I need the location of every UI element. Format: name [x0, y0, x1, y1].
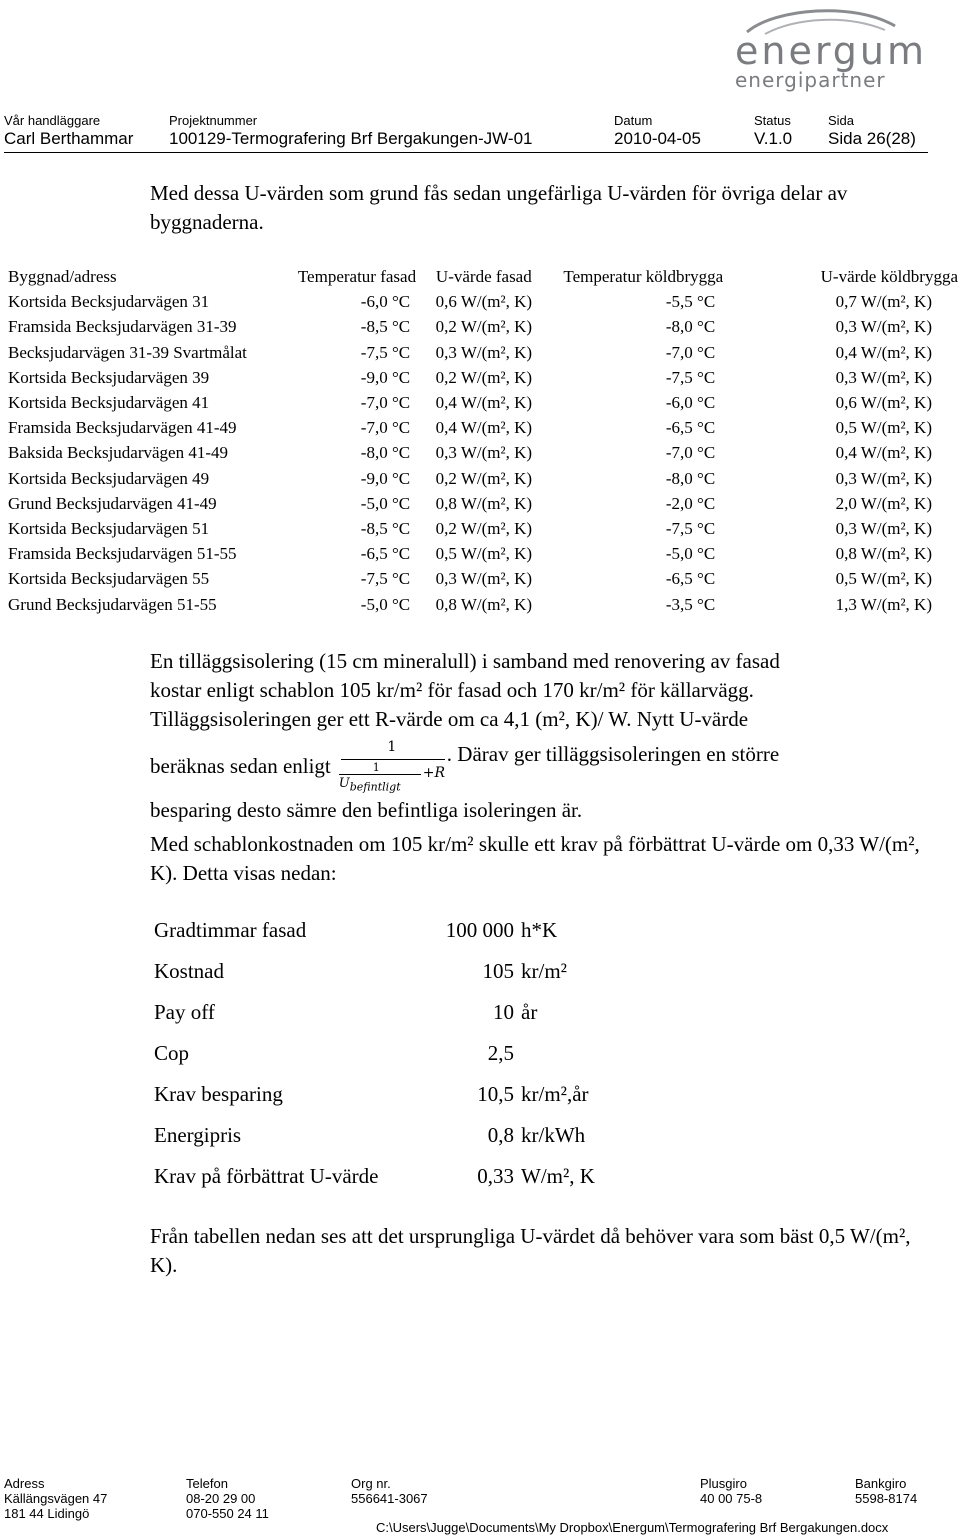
footer-value: 40 00 75-8 [700, 1491, 763, 1506]
table-cell: -7,5 °C [360, 569, 411, 589]
calc-label: Cop [154, 1041, 190, 1065]
header-status [754, 114, 792, 149]
table-cell: 0,5 W/(m², K) [835, 418, 932, 438]
formula-numerator: 1 [387, 739, 397, 756]
table-cell: -6,5 °C [360, 544, 411, 564]
footer-label: Plusgiro [700, 1476, 747, 1491]
table-cell: -7,0 °C [360, 393, 411, 413]
table-header-row [8, 264, 958, 289]
u-value-table [8, 264, 958, 617]
footer-telefon [186, 1476, 269, 1521]
table-cell: -8,0 °C [665, 317, 716, 337]
table-cell: 0,3 W/(m², K) [835, 468, 932, 488]
table-row [8, 440, 958, 465]
table-row [8, 541, 958, 566]
table-cell: -9,0 °C [360, 367, 411, 387]
table-cell: -5,0 °C [665, 544, 716, 564]
table-cell: -7,5 °C [360, 342, 411, 362]
table-cell: 0,5 W/(m², K) [435, 544, 533, 564]
table-cell: 1,3 W/(m², K) [835, 594, 932, 614]
u-value-formula [337, 741, 447, 795]
table-cell: -7,5 °C [665, 518, 716, 538]
table-cell: 0,4 W/(m², K) [435, 393, 533, 413]
table-cell: Kortsida Becksjudarvägen 31 [8, 292, 210, 312]
calc-value: 10,5 [477, 1082, 514, 1106]
calc-unit: år [521, 1000, 538, 1024]
header-value: Sida 26(28) [828, 129, 916, 148]
table-cell: Kortsida Becksjudarvägen 39 [8, 367, 210, 387]
footer-value: 181 44 Lidingö [4, 1506, 90, 1521]
table-cell: 0,3 W/(m², K) [835, 518, 932, 538]
table-body [8, 289, 958, 616]
calc-unit: W/m², K [521, 1164, 595, 1188]
table-cell: 0,3 W/(m², K) [435, 443, 533, 463]
calc-value: 2,5 [487, 1041, 514, 1065]
table-cell: 0,4 W/(m², K) [435, 418, 533, 438]
header-datum [614, 114, 701, 149]
paragraph-line: En tilläggsisolering (15 cm mineralull) i samband med renovering av fasad [150, 649, 780, 673]
table-cell: Framsida Becksjudarvägen 51-55 [8, 544, 237, 564]
table-row [8, 566, 958, 591]
table-cell: Kortsida Becksjudarvägen 51 [8, 518, 210, 538]
table-cell: 0,8 W/(m², K) [835, 544, 932, 564]
column-header: Temperatur köldbrygga [563, 267, 724, 287]
footer-value: 556641-3067 [351, 1491, 428, 1506]
calc-value: 105 [482, 959, 514, 983]
table-cell: -7,0 °C [360, 418, 411, 438]
footer-plusgiro [700, 1476, 762, 1506]
table-row [8, 591, 958, 616]
footer-label: Adress [4, 1476, 45, 1491]
table-cell: -9,0 °C [360, 468, 411, 488]
logo-subtitle: energipartner [735, 68, 886, 92]
document-header [4, 114, 928, 153]
table-cell: Framsida Becksjudarvägen 41-49 [8, 418, 237, 438]
table-row [8, 466, 958, 491]
company-logo [735, 4, 935, 94]
table-cell: Becksjudarvägen 31-39 Svartmålat [8, 342, 247, 362]
paragraph-text: . Därav ger tilläggsisoleringen en större [446, 742, 780, 766]
table-cell: 0,5 W/(m², K) [835, 569, 932, 589]
calc-value: 0,33 [477, 1164, 514, 1188]
table-cell: -8,0 °C [665, 468, 716, 488]
conclusion-paragraph: Från tabellen nedan ses att det ursprungliga U-värdet då behöver vara som bäst 0,5 W/(m², K). [150, 1224, 911, 1277]
table-cell: 0,2 W/(m², K) [435, 518, 533, 538]
table-cell: 0,8 W/(m², K) [435, 594, 533, 614]
table-cell: 0,3 W/(m², K) [835, 367, 932, 387]
header-handlaggare [4, 114, 133, 149]
table-cell: -5,0 °C [360, 594, 411, 614]
formula-bar [341, 759, 445, 760]
column-header: U-värde köldbrygga [820, 267, 958, 287]
table-cell: Grund Becksjudarvägen 51-55 [8, 594, 217, 614]
table-cell: -5,5 °C [665, 292, 716, 312]
table-cell: -6,5 °C [665, 418, 716, 438]
calc-label: Energipris [154, 1123, 242, 1147]
paragraph-text: beräknas sedan enligt [150, 754, 331, 778]
header-value: Carl Berthammar [4, 129, 134, 148]
table-cell: -8,0 °C [360, 443, 411, 463]
column-header: U-värde fasad [435, 267, 532, 287]
paragraph-line: besparing desto sämre den befintliga isoleringen är. [150, 798, 583, 822]
table-cell: -5,0 °C [360, 493, 411, 513]
footer-value: 5598-8174 [855, 1491, 918, 1506]
table-cell: 0,4 W/(m², K) [835, 342, 932, 362]
formula-plus-r: +R [422, 765, 446, 782]
footer-bankgiro [855, 1476, 917, 1506]
table-cell: -6,0 °C [360, 292, 411, 312]
table-cell: -7,0 °C [665, 443, 716, 463]
calc-label: Krav på förbättrat U-värde [154, 1164, 379, 1188]
table-cell: 0,3 W/(m², K) [835, 317, 932, 337]
table-row [8, 340, 958, 365]
formula-u-symbol: U [338, 776, 350, 792]
table-cell: -8,5 °C [360, 317, 411, 337]
table-row [8, 491, 958, 516]
header-label: Datum [614, 113, 653, 128]
table-cell: -6,0 °C [665, 393, 716, 413]
calc-value: 0,8 [487, 1123, 514, 1147]
column-header: Temperatur fasad [297, 267, 417, 287]
file-path: C:\Users\Jugge\Documents\My Dropbox\Energum\Termografering Brf Bergakungen.docx [376, 1520, 889, 1535]
table-cell: Grund Becksjudarvägen 41-49 [8, 493, 217, 513]
table-cell: -7,0 °C [665, 342, 716, 362]
header-label: Vår handläggare [4, 113, 101, 128]
table-row [8, 365, 958, 390]
formula-inner-bar [339, 774, 421, 775]
table-cell: -6,5 °C [665, 569, 716, 589]
calc-label: Gradtimmar fasad [154, 918, 307, 942]
paragraph-line: Tilläggsisoleringen ger ett R-värde om ca 4,1 (m², K)/ W. Nytt U-värde [150, 707, 749, 731]
header-sida [828, 114, 916, 149]
table-cell: -3,5 °C [665, 594, 716, 614]
table-cell: 2,0 W/(m², K) [835, 493, 932, 513]
table-cell: 0,3 W/(m², K) [435, 569, 533, 589]
intro-paragraph: Med dessa U-värden som grund fås sedan ungefärliga U-värden för övriga delar av byggnaderna. [150, 181, 848, 234]
header-value: V.1.0 [754, 129, 793, 148]
footer-adress [4, 1476, 107, 1521]
table-row [8, 390, 958, 415]
table-cell: Kortsida Becksjudarvägen 55 [8, 569, 210, 589]
calc-label: Kostnad [154, 959, 224, 983]
table-row [8, 314, 958, 339]
footer-value: 08-20 29 00 [186, 1491, 256, 1506]
table-cell: Baksida Becksjudarvägen 41-49 [8, 443, 228, 463]
header-label: Projektnummer [169, 113, 258, 128]
table-cell: 0,2 W/(m², K) [435, 367, 533, 387]
formula-inner-numerator: 1 [372, 761, 380, 775]
table-cell: -7,5 °C [665, 367, 716, 387]
insulation-paragraph [150, 647, 940, 825]
table-cell: 0,3 W/(m², K) [435, 342, 533, 362]
table-row [8, 289, 958, 314]
calc-unit: h*K [521, 918, 558, 942]
table-row [8, 415, 958, 440]
table-cell: Kortsida Becksjudarvägen 41 [8, 393, 210, 413]
calc-label: Pay off [154, 1000, 215, 1024]
calc-value: 10 [493, 1000, 514, 1024]
table-cell: 0,6 W/(m², K) [835, 393, 932, 413]
header-projekt [169, 114, 533, 149]
formula-inner-denominator [339, 777, 401, 795]
table-cell: 0,4 W/(m², K) [835, 443, 932, 463]
footer-value: 070-550 24 11 [186, 1506, 269, 1521]
table-cell: Kortsida Becksjudarvägen 49 [8, 468, 210, 488]
table-cell: -8,5 °C [360, 518, 411, 538]
table-cell: -2,0 °C [665, 493, 716, 513]
header-value: 100129-Termografering Brf Bergakungen-JW-01 [169, 129, 533, 148]
requirement-paragraph: Med schablonkostnaden om 105 kr/m² skulle ett krav på förbättrat U-värde om 0,33 W/(m², K). Detta visas nedan: [150, 832, 920, 885]
paragraph-line: kostar enligt schablon 105 kr/m² för fasad och 170 kr/m² för källarvägg. [150, 678, 754, 702]
calc-value: 100 000 [445, 918, 514, 942]
calc-unit: kr/kWh [521, 1123, 586, 1147]
footer-label: Telefon [186, 1476, 228, 1491]
table-cell: 0,7 W/(m², K) [835, 292, 932, 312]
column-header: Byggnad/adress [8, 267, 117, 287]
header-label: Sida [828, 113, 855, 128]
table-cell: 0,2 W/(m², K) [435, 317, 533, 337]
footer-label: Org nr. [351, 1476, 391, 1491]
table-row [8, 516, 958, 541]
header-value: 2010-04-05 [614, 129, 701, 148]
formula-line [150, 740, 940, 794]
footer-org [351, 1476, 428, 1506]
header-label: Status [754, 113, 791, 128]
table-cell: 0,2 W/(m², K) [435, 468, 533, 488]
calc-unit: kr/m²,år [521, 1082, 589, 1106]
footer-label: Bankgiro [855, 1476, 907, 1491]
footer-value: Källängsvägen 47 [4, 1491, 108, 1506]
calc-unit: kr/m² [521, 959, 567, 983]
table-cell: 0,8 W/(m², K) [435, 493, 533, 513]
calc-label: Krav besparing [154, 1082, 283, 1106]
logo-wordmark: energum [735, 29, 928, 73]
table-cell: 0,6 W/(m², K) [435, 292, 533, 312]
formula-subscript: befintligt [349, 780, 401, 794]
table-cell: Framsida Becksjudarvägen 31-39 [8, 317, 237, 337]
